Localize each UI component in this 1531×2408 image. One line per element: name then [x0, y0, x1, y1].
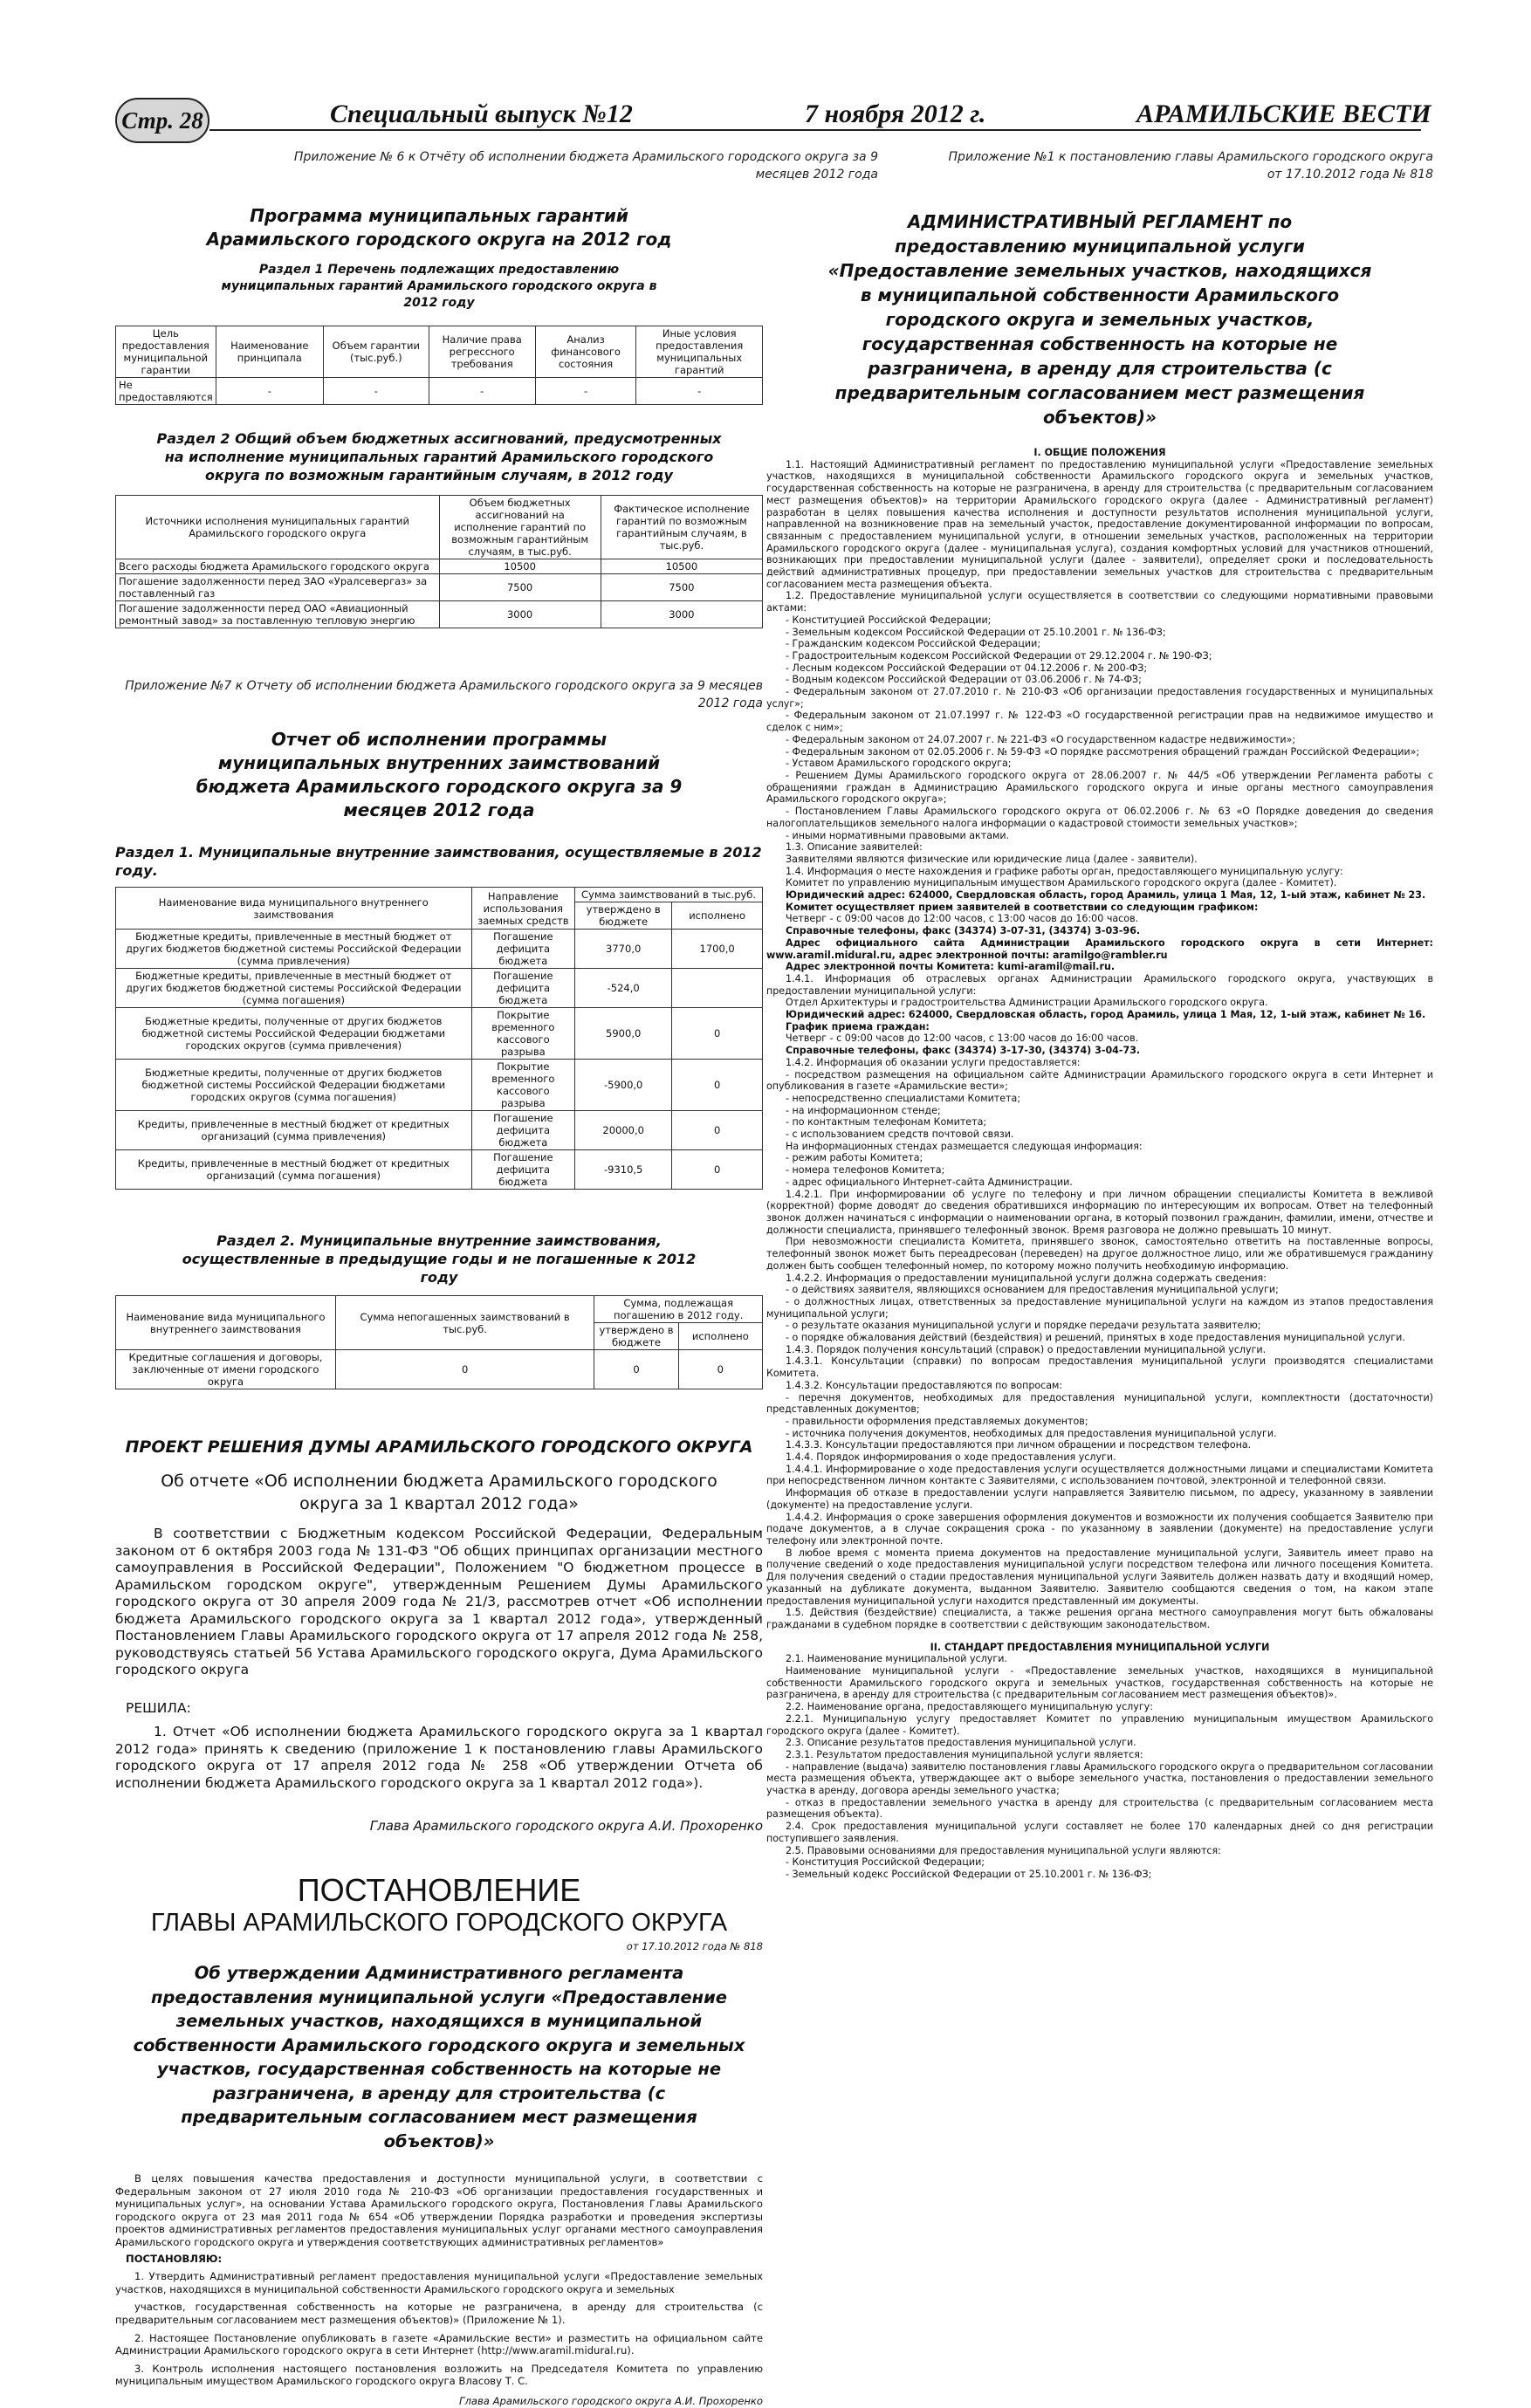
regulation-paragraph: 2.3. Описание результатов предоставления муниципальной услуги.	[786, 1737, 1136, 1749]
borrow-t1-r4-c1: Погашение дефицита бюджета	[471, 1111, 575, 1150]
regulation-paragraph: - Земельным кодексом Российской Федерации от 25.10.2001 г. № 136-ФЗ;	[786, 626, 1166, 638]
borrow-t1-r3-c0: Бюджетные кредиты, полученные от других бюджетов бюджетной системы Российской Федерации бюджетами городских округов (сумма погашения)	[116, 1060, 472, 1111]
regulation-paragraph: - Федеральным законом от 21.07.1997 г. № 122-ФЗ «О государственной регистрации прав на недвижимое имущество и сделок с ним»;	[766, 710, 1433, 734]
regulation-paragraph: - источника получения документов, необходимых для предоставления муниципальной услуги.	[786, 1427, 1277, 1439]
page-number: Стр. 28	[121, 106, 203, 134]
regulation-paragraph: - о должностных лицах, ответственных за предоставление муниципальной услуги на каждом из этапов предоставления муниципальной услуги;	[766, 1295, 1433, 1320]
regulation-paragraph: 2.5. Правовыми основаниями для предоставления муниципальной услуги являются:	[786, 1844, 1221, 1856]
borrow-t1-h-name: Наименование вида муниципального внутреннего заимствования	[116, 888, 472, 930]
regulation-paragraph: График приема граждан:	[786, 1020, 930, 1032]
borrow-t1-r1-c0: Бюджетные кредиты, привлеченные в местный бюджет от других бюджетов бюджетной системы Российской Федерации (сумма погашения)	[116, 969, 472, 1008]
borrow-table-2	[115, 1295, 763, 1389]
regulation-paragraph: Юридический адрес: 624000, Свердловская область, город Арамиль, улица 1 Мая, 12, 1-ый этаж, кабинет № 16.	[786, 1009, 1426, 1021]
resolution-body	[115, 2172, 763, 2408]
borrow-t1-r1-c1: Погашение дефицита бюджета	[471, 969, 575, 1008]
regulation-paragraph: - Лесным кодексом Российской Федерации от 04.12.2006 г. № 200-ФЗ;	[786, 662, 1148, 674]
regulation-paragraph: Наименование муниципальной услуги - «Предоставление земельных участков, находящихся в муниципальной собственности Арамильского городского округа и земельных участков, государственная собственность на которые не разграничена, в аренду для строительства (с предварительным согласованием мест размещения объектов)».	[766, 1665, 1433, 1701]
borrow-t1-r2-c2: 5900,0	[575, 1008, 672, 1060]
guar-t1-c5: -	[636, 378, 763, 405]
borrow-t1-r5-c2: -9310,5	[575, 1150, 672, 1190]
regulation-paragraph: 1.4.4. Порядок информирования о ходе предоставления услуги.	[786, 1451, 1116, 1464]
borrow-t1-h-sum: Сумма заимствований в тыс.руб.	[575, 888, 763, 902]
regulation-paragraph: Комитет осуществляет прием заявителей в соответствии со следующим графиком:	[786, 901, 1259, 913]
regulation-paragraph: - правильности оформления представляемых документов;	[786, 1415, 1088, 1427]
regulation-paragraph: - на информационном стенде;	[786, 1104, 941, 1116]
resolution-item1-cont: участков, государственная собственность на которые не разграничена, в аренду для строительства (с предварительным согласованием мест размещения объектов)» (Приложение № 1).	[115, 2301, 763, 2326]
borrow-t1-r1-c2: -524,0	[575, 969, 672, 1008]
regulation-paragraph: Заявителями являются физические или юридические лица (далее - заявители).	[786, 853, 1198, 865]
regulation-paragraph: - направление (выдача) заявителю постановления главы Арамильского городского округа о предварительном согласовании места размещения объекта, утверждающее акт о выборе земельного участка, постановления о предоставлении земельного участка в аренду, договора аренды земельного участка;	[766, 1760, 1433, 1797]
regulation-paragraph: 2.2.1. Муниципальную услугу предоставляет Комитет по управлению муниципальным имуществом Арамильского городского округа (далее - Комитет).	[766, 1712, 1433, 1737]
guar-t2-h0: Источники исполнения муниципальных гарантий Арамильского городского округа	[116, 496, 440, 559]
borrow-section1: Раздел 1. Муниципальные внутренние заимствования, осуществляемые в 2012 году.	[115, 844, 762, 879]
regulation-paragraph: Четверг - с 09:00 часов до 12:00 часов, с 13:00 часов до 16:00 часов.	[786, 913, 1139, 925]
guar-t1-c1: -	[216, 378, 323, 405]
header-rule	[209, 129, 1421, 131]
borrow-t2-h-name: Наименование вида муниципального внутреннего заимствования	[116, 1296, 336, 1350]
annex6-caption: Приложение № 6 к Отчёту об исполнении бюджета Арамильского городского округа за 9 месяцев 2012 года	[293, 150, 878, 182]
regulation-paragraph: 2.4. Срок предоставления муниципальной услуги составляет не более 170 календарных дней со дня регистрации поступившего заявления.	[766, 1821, 1433, 1844]
resolution-preamble: В целях повышения качества предоставления и доступности муниципальной услуги, в соответствии с Федеральным законом от 27 июля 2010 года № 210-ФЗ «Об организации предоставления государственных и муниципальных услуг», на основании Устава Арамильского городского округа, Постановления Главы Арамильского городского округа от 23 мая 2011 года № 654 «Об утверждении Порядка разработки и проведения экспертизы проектов административных регламентов предоставления муниципальных услуг органами местного самоуправления Арамильского городского округа и утверждения соответствующих административных регламентов»	[115, 2172, 763, 2248]
resolution-item3: 3. Контроль исполнения настоящего постановления возложить на Председателя Комитета по управлению муниципальным имуществом Арамильского городского округа Власову Т. С.	[115, 2362, 763, 2388]
draft-decision-subtitle: Об отчете «Об исполнении бюджета Арамильского городского округа за 1 квартал 2012 года»	[161, 1472, 717, 1513]
regulation-paragraph: - Решением Думы Арамильского городского округа от 28.06.2007 г. № 44/5 «Об утверждении Регламента работы с обращениями граждан в Администрацию Арамильского городского округа и иные органы местного самоуправления Арамильского городского округа»;	[766, 769, 1433, 806]
regulation-paragraph: Адрес электронной почты Комитета: kumi-aramil@mail.ru.	[786, 961, 1116, 973]
regulation-paragraph: 2.3.1. Результатом предоставления муниципальной услуги является:	[786, 1748, 1143, 1760]
issue-title: Специальный выпуск №12	[330, 99, 633, 128]
borrow-t1-h-dir: Направление использования заемных средств	[471, 888, 575, 930]
guar-t1-c2: -	[323, 378, 429, 405]
draft-decision-resolved: РЕШИЛА:	[126, 1699, 191, 1716]
guar-t2-r1-c1: 7500	[439, 574, 601, 601]
borrow-t1-r0-c3: 1700,0	[672, 930, 763, 969]
guarantee-program-title: Программа муниципальных гарантий Арамильского городского округа на 2012 год	[206, 205, 672, 250]
regulation-paragraph: - перечня документов, необходимых для предоставления муниципальной услуги, комплектности (достаточности) представленных документов;	[766, 1391, 1433, 1416]
regulation-paragraph: - Конституция Российской Федерации;	[786, 1856, 985, 1869]
borrow-report-title: Отчет об исполнении программы муниципальных внутренних заимствований бюджета Арамильского городского округа за 9 месяцев 2012 года	[196, 729, 683, 820]
regulation-paragraph: 1.1. Настоящий Административный регламент по предоставлению муниципальной услуги «Предоставление земельных участков, находящихся в муниципальной собственности Арамильского городского округа и земельных участков, государственная собственность на которые не разграничена, в аренду для строительства (с предварительным согласованием мест размещения объектов)» на территории Арамильского городского округа (далее - Административный регламент) разработан в целях повышения качества исполнения и доступности результатов исполнения муниципальной услуги, направленной на возникновение прав на земельный участок, предоставление документированной информации по вопросам, связанным с предоставлением муниципальной услуги, в отношении земельных участков, расположенных на территории Арамильского городского округа (далее - муниципальная услуга), создания комфортных условий для участников отношений, возникающих при предоставлении муниципальной услуги (далее - заявители), определяет сроки и последовательность действий административных процедур, при предоставлении земельных участков для строительства с предварительным согласованием места размещения объекта.	[766, 458, 1433, 590]
guar-t1-c4: -	[535, 378, 636, 405]
resolution-title: Об утверждении Административного регламента предоставления муниципальной услуги «Предоставление земельных участков, находящихся в муниципальной собственности Арамильского городского округа и земельных участков, государственная собственность на которые не разграничена, в аренду для строительства (с предварительным согласованием мест размещения объектов)»	[133, 1963, 745, 2151]
regulation-paragraph: - Постановлением Главы Арамильского городского округа от 06.02.2006 г. № 63 «О Порядке доведения до сведения налогоплательщиков земельного налога информации о кадастровой стоимости земельных участков»;	[766, 806, 1433, 829]
guarantee-section2: Раздел 2 Общий объем бюджетных ассигнований, предусмотренных на исполнение муниципальных гарантий Арамильского городского округа по возможным гарантийным случаям, в 2012 году	[156, 430, 722, 484]
regulation-paragraph: - Федеральным законом от 24.07.2007 г. № 221-ФЗ «О государственном кадастре недвижимости»;	[786, 733, 1296, 745]
regulation-paragraph: 1.4.3.1. Консультации (справки) по вопросам предоставления муниципальной услуги производятся специалистами Комитета.	[766, 1355, 1433, 1380]
regulation-section1	[766, 459, 1433, 1631]
borrow-t1-r4-c2: 20000,0	[575, 1111, 672, 1150]
borrow-t2-c0: Кредитные соглашения и договоры, заключенные от имени городского округа	[116, 1350, 336, 1389]
regulation-paragraph: - отказ в предоставлении земельного участка в аренду для строительства (с предварительным согласованием места размещения объекта).	[766, 1796, 1433, 1821]
draft-decision-title: ПРОЕКТ РЕШЕНИЯ ДУМЫ АРАМИЛЬСКОГО ГОРОДСКОГО ОКРУГА	[125, 1437, 753, 1457]
guar-t1-h1: Наименование принципала	[216, 326, 323, 378]
regulation-paragraph: - иными нормативными правовыми актами.	[786, 829, 1010, 841]
borrow-t2-h-plan: утверждено в бюджете	[594, 1323, 678, 1350]
resolution-signature: Глава Арамильского городского округа А.И. Прохоренко	[459, 2394, 763, 2407]
regulation-paragraph: - о порядке обжалования действий (бездействия) и решений, принятых в ходе предоставления муниципальной услуги.	[786, 1332, 1405, 1344]
newspaper-name: АРАМИЛЬСКИЕ ВЕСТИ	[1136, 99, 1431, 128]
draft-decision-body: В соответствии с Бюджетным кодексом Российской Федерации, Федеральным законом от 6 октября 2003 года № 131-ФЗ "Об общих принципах организации местного самоуправления в Российской Федерации", Положением "О бюджетном процессе в Арамильском городском округе", утвержденным Решением Думы Арамильского городского округа от 30 апреля 2009 года № 21/3, рассмотрев отчет «Об исполнении бюджета Арамильского городского округа за 1 квартал 2012 года», утвержденный Постановлением Главы Арамильского городского округа от 17 апреля 2012 года № 258, руководствуясь статьей 56 Устава Арамильского городского округа, Дума Арамильского городского округа	[115, 1526, 763, 1677]
resolution-item2: 2. Настоящее Постановление опубликовать в газете «Арамильские вести» и разместить на официальном сайте Администрации Арамильского городского округа в сети Интернет (http://www.aramil.midural.ru).	[115, 2331, 763, 2357]
regulation-paragraph: 2.2. Наименование органа, предоставляющего муниципальную услугу:	[786, 1701, 1153, 1713]
issue-date: 7 ноября 2012 г.	[805, 99, 986, 128]
regulation-paragraph: 1.4.2.1. При информировании об услуге по телефону и при личном обращении специалисты Комитета в вежливой (корректной) форме доводят до сведения обратившихся информацию по интересующим их вопросам. Ответ на телефонный звонок должен начинаться с информации о наименовании органа, в который позвонил гражданин, фамилии, имени, отчестве и должности специалиста, принявшего телефонный звонок. Время разговора не должно превышать 10 минут.	[766, 1188, 1433, 1236]
guar-t1-c0: Не предоставляются	[116, 378, 216, 405]
borrow-t1-r2-c1: Покрытие временного кассового разрыва	[471, 1008, 575, 1060]
regulation-paragraph: - номера телефонов Комитета;	[786, 1164, 945, 1177]
guarantee-table-2	[115, 495, 763, 628]
borrow-t1-r3-c3: 0	[672, 1060, 763, 1111]
regulation-paragraph: - адрес официального Интернет-сайта Администрации.	[786, 1176, 1073, 1188]
regulation-paragraph: 1.4.1. Информация об отраслевых органах Администрации Арамильского городского округа, участвующих в предоставлении муниципальной услуги:	[766, 972, 1433, 997]
borrow-t1-r2-c0: Бюджетные кредиты, полученные от других бюджетов бюджетной системы Российской Федерации бюджетами городских округов (сумма привлечения)	[116, 1008, 472, 1060]
regulation-paragraph: 1.4.4.2. Информация о сроке завершения оформления документов и возможности их получения сообщается Заявителю при подаче документов, а в случае сокращения срока - по указанному в заявлении (документе) на предоставление услуги телефону или электронной почте.	[766, 1511, 1433, 1547]
regulation-paragraph: 1.3. Описание заявителей:	[786, 841, 923, 854]
regulation-section2-heading: II. СТАНДАРТ ПРЕДОСТАВЛЕНИЯ МУНИЦИПАЛЬНОЙ УСЛУГИ	[930, 1641, 1270, 1653]
regulation-body	[766, 447, 1433, 1881]
resolution-decree: ПОСТАНОВЛЯЮ:	[126, 2252, 223, 2265]
guar-t1-h4: Анализ финансового состояния	[535, 326, 636, 378]
resolution-heading: ПОСТАНОВЛЕНИЕ	[297, 1872, 581, 1908]
regulation-section2	[766, 1653, 1433, 1880]
guar-t2-h1: Объем бюджетных ассигнований на исполнение гарантий по возможным гарантийным случаям, в тыс.руб.	[439, 496, 601, 559]
guar-t2-r2-c2: 3000	[601, 601, 762, 628]
guar-t1-h2: Объем гарантии (тыс.руб.)	[323, 326, 429, 378]
regulation-paragraph: - непосредственно специалистами Комитета;	[786, 1092, 1021, 1104]
resolution-date: от 17.10.2012 года № 818	[626, 1940, 763, 1952]
borrow-t2-c2: 0	[594, 1350, 678, 1389]
regulation-paragraph: При невозможности специалиста Комитета, принявшего звонок, самостоятельно ответить на поставленные вопросы, телефонный звонок может быть переадресован (переведен) на другое должностное лицо, или же обратившемуся гражданину должен быть сообщен телефонный номер, по которому можно получить необходимую информацию.	[766, 1236, 1433, 1272]
regulation-paragraph: - Федеральным законом от 02.05.2006 г. № 59-ФЗ «О порядке рассмотрения обращений граждан Российской Федерации»;	[786, 745, 1420, 758]
borrow-t1-r2-c3: 0	[672, 1008, 763, 1060]
borrow-t1-r5-c3: 0	[672, 1150, 763, 1190]
borrow-t1-r4-c0: Кредиты, привлеченные в местный бюджет от кредитных организаций (сумма привлечения)	[116, 1111, 472, 1150]
regulation-paragraph: - Гражданским кодексом Российской Федерации;	[786, 638, 1041, 650]
borrow-t2-h-sum: Сумма непогашенных заимствований в тыс.руб.	[335, 1296, 594, 1350]
annex7-caption: Приложение №7 к Отчету об исполнении бюджета Арамильского городского округа за 9 месяцев 2012 года	[125, 679, 763, 710]
borrow-t1-r4-c3: 0	[672, 1111, 763, 1150]
resolution-authority: ГЛАВЫ АРАМИЛЬСКОГО ГОРОДСКОГО ОКРУГА	[150, 1909, 728, 1937]
borrow-t1-h-plan: утверждено в бюджете	[575, 902, 672, 930]
regulation-paragraph: 1.4.3.2. Консультации предоставляются по вопросам:	[786, 1379, 1063, 1391]
regulation-paragraph: 1.4.2. Информация об оказании услуги предоставляется:	[786, 1056, 1081, 1068]
regulation-paragraph: Четверг - с 09:00 часов до 12:00 часов, с 13:00 часов до 16:00 часов.	[786, 1032, 1139, 1045]
borrow-t2-h-repay: Сумма, подлежащая погашению в 2012 году.	[594, 1296, 763, 1323]
borrow-table-1	[115, 887, 763, 1190]
regulation-paragraph: 1.4.2.2. Информация о предоставлении муниципальной услуги должна содержать сведения:	[786, 1272, 1267, 1284]
guarantee-table-1	[115, 326, 763, 405]
page-number-badge	[115, 98, 209, 143]
regulation-paragraph: - Федеральным законом от 27.07.2010 г. № 210-ФЗ «Об организации предоставления государственных и муниципальных услуг»;	[766, 686, 1433, 710]
regulation-paragraph: Справочные телефоны, факс (34374) 3-17-30, (34374) 3-04-73.	[786, 1045, 1141, 1057]
regulation-paragraph: - по контактным телефонам Комитета;	[786, 1116, 987, 1129]
draft-decision-signature: Глава Арамильского городского округа А.И. Прохоренко	[369, 1818, 763, 1834]
guar-t1-h5: Иные условия предоставления муниципальных гарантий	[636, 326, 763, 378]
borrow-t1-r0-c1: Погашение дефицита бюджета	[471, 930, 575, 969]
guar-t1-h0: Цель предоставления муниципальной гарантии	[116, 326, 216, 378]
regulation-paragraph: - режим работы Комитета;	[786, 1152, 923, 1164]
regulation-paragraph: - Уставом Арамильского городского округа;	[786, 758, 1012, 770]
guarantee-section1: Раздел 1 Перечень подлежащих предоставлению муниципальных гарантий Арамильского городского округа в 2012 году	[221, 263, 657, 310]
guar-t2-r0-c2: 10500	[601, 559, 762, 574]
regulation-title: АДМИНИСТРАТИВНЫЙ РЕГЛАМЕНТ по предоставлению муниципальной услуги «Предоставление земельных участков, находящихся в муниципальной собственности Арамильского городского округа и земельных участков, государственная собственность на которые не разграничена, в аренду для строительства (с предварительным согласованием мест размещения объектов)»	[827, 211, 1372, 428]
guar-t2-r0-c1: 10500	[439, 559, 601, 574]
guar-t2-r2-c1: 3000	[439, 601, 601, 628]
guar-t2-h2: Фактическое исполнение гарантий по возможным гарантийным случаям, в тыс.руб.	[601, 496, 762, 559]
guar-t2-r1-c2: 7500	[601, 574, 762, 601]
borrow-t2-c1: 0	[335, 1350, 594, 1389]
guar-t2-r2-c0: Погашение задолженности перед ОАО «Авиационный ремонтный завод» за поставленную тепловую энергию	[116, 601, 440, 628]
guar-t2-r0-c0: Всего расходы бюджета Арамильского городского округа	[116, 559, 440, 574]
regulation-paragraph: 1.4.3.3. Консультации предоставляются при личном обращении и посредством телефона.	[786, 1439, 1252, 1451]
draft-decision-item1: 1. Отчет «Об исполнении бюджета Арамильского городского округа за 1 квартал 2012 года» принять к сведению (приложение 1 к постановлению главы Арамильского городского округа от 17 апреля 2012 года № 258 «Об утверждении Отчета об исполнении бюджета Арамильского городского округа за 1 квартал 2012 года»).	[115, 1724, 763, 1791]
regulation-paragraph: - посредством размещения на официальном сайте Администрации Арамильского городского округа в сети Интернет и опубликования в газете «Арамильские вести»;	[766, 1068, 1433, 1093]
borrow-t1-r3-c1: Покрытие временного кассового разрыва	[471, 1060, 575, 1111]
borrow-t2-h-done: исполнено	[678, 1323, 762, 1350]
regulation-paragraph: - Водным кодексом Российской Федерации от 03.06.2006 г. № 74-ФЗ;	[786, 674, 1142, 686]
borrow-t1-r5-c0: Кредиты, привлеченные в местный бюджет от кредитных организаций (сумма погашения)	[116, 1150, 472, 1190]
regulation-paragraph: Юридический адрес: 624000, Свердловская область, город Арамиль, улица 1 Мая, 12, 1-ый этаж, кабинет № 23.	[786, 889, 1426, 902]
guar-t1-h3: Наличие права регрессного требования	[429, 326, 535, 378]
regulation-paragraph: Адрес официального сайта Администрации Арамильского городского округа в сети Интернет: www.aramil.midural.ru, адрес электронной почты: aramilgo@rambler.ru	[766, 936, 1433, 961]
regulation-paragraph: 1.5. Действия (бездействие) специалиста, а также решения органа местного самоуправления могут быть обжалованы гражданами в судебном порядке в соответствии с действующим законодательством.	[766, 1607, 1433, 1630]
regulation-paragraph: Отдел Архитектуры и градостроительства Администрации Арамильского городского округа.	[786, 997, 1268, 1009]
borrow-t1-r3-c2: -5900,0	[575, 1060, 672, 1111]
borrow-section2: Раздел 2. Муниципальные внутренние заимствования, осуществленные в предыдущие годы и не погашенные к 2012 году	[182, 1232, 697, 1286]
regulation-paragraph: - Земельный кодекс Российской Федерации от 25.10.2001 г. № 136-ФЗ;	[786, 1868, 1152, 1880]
regulation-paragraph: 1.4.3. Порядок получения консультаций (справок) о предоставлении муниципальной услуги.	[786, 1343, 1267, 1355]
regulation-section1-heading: I. ОБЩИЕ ПОЛОЖЕНИЯ	[1033, 447, 1166, 458]
regulation-paragraph: - с использованием средств почтовой связи.	[786, 1129, 1014, 1141]
guar-t1-c3: -	[429, 378, 535, 405]
borrow-t1-r5-c1: Погашение дефицита бюджета	[471, 1150, 575, 1190]
borrow-t1-r0-c0: Бюджетные кредиты, привлеченные в местный бюджет от других бюджетов бюджетной системы Российской Федерации (сумма привлечения)	[116, 930, 472, 969]
regulation-paragraph: 1.4.4.1. Информирование о ходе предоставления услуги осуществляется должностными лицами и специалистами Комитета при непосредственном личном контакте с Заявителями, с использованием почтовой, электронной и телефонной связи.	[766, 1463, 1433, 1487]
regulation-paragraph: 1.4. Информация о месте нахождения и графике работы орган, предоставляющего муниципальную услугу:	[786, 865, 1343, 877]
regulation-paragraph: - Градостроительным кодексом Российской Федерации от 29.12.2004 г. № 190-ФЗ;	[786, 649, 1212, 662]
borrow-t1-h-done: исполнено	[672, 902, 763, 930]
regulation-paragraph: Комитет по управлению муниципальным имуществом Арамильского городского округа (далее - Комитет).	[786, 877, 1337, 889]
right-column	[766, 148, 1433, 1881]
regulation-paragraph: На информационных стендах размещается следующая информация:	[786, 1140, 1143, 1152]
regulation-paragraph: - о результате оказания муниципальной услуги и порядке передачи результата заявителю;	[786, 1320, 1261, 1332]
borrow-t1-r0-c2: 3770,0	[575, 930, 672, 969]
regulation-paragraph: Информация об отказе в предоставлении услуги направляется Заявителю письмом, по адресу, указанному в заявлении (документе) на предоставление услуги.	[766, 1487, 1433, 1511]
regulation-paragraph: - Конституцией Российской Федерации;	[786, 614, 992, 626]
borrow-t1-r1-c3	[672, 969, 763, 1008]
guar-t2-r1-c0: Погашение задолженности перед ЗАО «Уралсевергаз» за поставленный газ	[116, 574, 440, 601]
annex1-caption: Приложение №1 к постановлению главы Арамильского городского округа от 17.10.2012 года № 818	[948, 150, 1433, 182]
borrow-t2-c3: 0	[678, 1350, 762, 1389]
regulation-paragraph: - о действиях заявителя, являющихся основанием для предоставления муниципальной услуги;	[786, 1284, 1279, 1296]
regulation-paragraph: Справочные телефоны, факс (34374) 3-07-31, (34374) 3-03-96.	[786, 925, 1141, 937]
resolution-item1: 1. Утвердить Административный регламент предоставления муниципальной услуги «Предоставление земельных участков, находящихся в муниципальной собственности Арамильского городского округа и земельных	[115, 2270, 763, 2295]
regulation-paragraph: 2.1. Наименование муниципальной услуги.	[786, 1653, 1007, 1665]
regulation-paragraph: В любое время с момента приема документов на предоставление муниципальной услуги, Заявитель имеет право на получение сведений о ходе предоставления муниципальной услуги посредством телефона или личного посещения Комитета. Для получения сведений о стадии предоставления муниципальной услуги Заявитель должен назвать дату и входящий номер, указанный на дубликате документа, выданном Заявителю. Заявителю сообщаются сведения о том, на каком этапе предоставления муниципальной услуги находится представленный им документы.	[766, 1547, 1433, 1607]
regulation-paragraph: 1.2. Предоставление муниципальной услуги осуществляется в соответствии со следующими нормативными правовыми актами:	[766, 590, 1433, 614]
